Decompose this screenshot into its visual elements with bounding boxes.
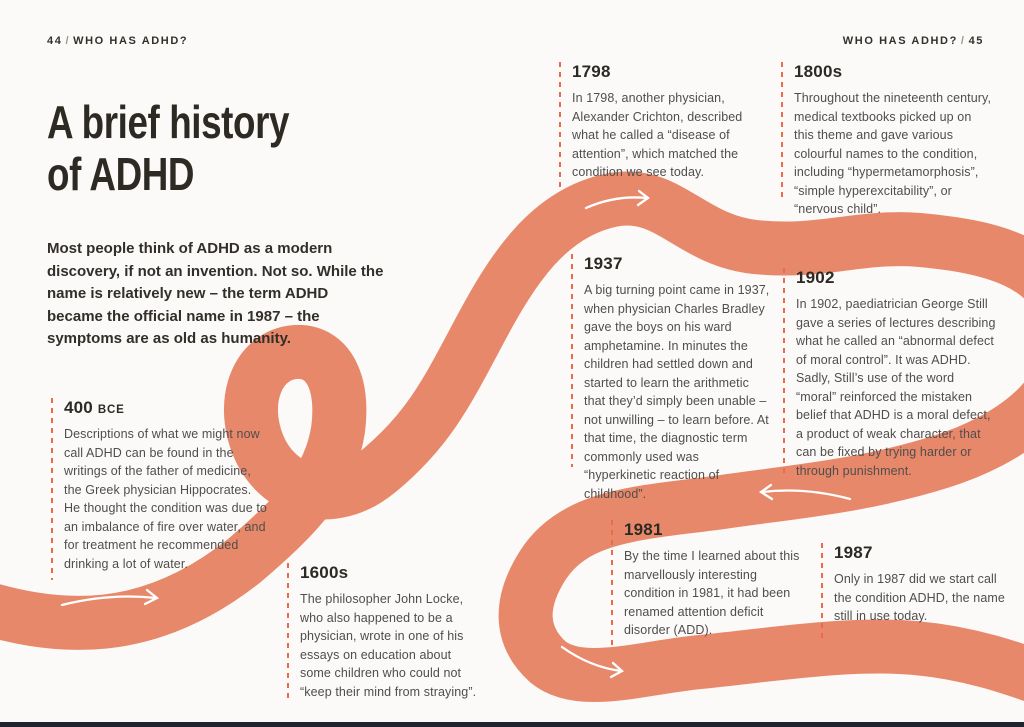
entry-date: 1798 bbox=[572, 62, 611, 81]
page-title-line2: of ADHD bbox=[47, 148, 195, 201]
dashed-connector bbox=[51, 398, 53, 580]
entry-text: Throughout the nineteenth century, medical textbooks picked up on this theme and gave various colourful names to the condition, including “hypermetamorphosis”, “simple hyperexcitability”, or “nervous child”. bbox=[794, 91, 992, 216]
timeline-entry-400bce bbox=[51, 398, 269, 580]
entry-text: By the time I learned about this marvellously interesting condition in 1981, it had been renamed attention deficit disorder (ADD). bbox=[624, 549, 800, 637]
dashed-connector bbox=[821, 543, 823, 638]
running-head-left-title: WHO HAS ADHD? bbox=[73, 35, 189, 47]
entry-date: 1800s bbox=[794, 62, 843, 81]
page-title-line1: A brief history bbox=[47, 96, 290, 148]
timeline-entry-1981 bbox=[611, 520, 806, 647]
timeline-entry-1937 bbox=[571, 254, 771, 501]
timeline-entry-1902 bbox=[783, 268, 996, 478]
entry-date: 1600s bbox=[300, 563, 349, 582]
entry-text: In 1798, another physician, Alexander Crichton, described what he called a “disease of attention”, which matched the condition we see today. bbox=[572, 91, 743, 179]
book-page-edge bbox=[0, 722, 1024, 727]
entry-date: 1902 bbox=[796, 268, 835, 287]
dashed-connector bbox=[781, 62, 783, 198]
running-head-right bbox=[843, 35, 984, 47]
dashed-connector bbox=[611, 520, 613, 647]
timeline-entry-1800s bbox=[781, 62, 993, 216]
entry-text: In 1902, paediatrician George Still gave a series of lectures describing what he called an “abnormal defect of moral control”. It was ADHD. Sadly, Still’s use of the word “moral” reinforced the mistaken belief that ADHD is a moral defect, a product of weak character, that can be fixed by trying harder or through punishment. bbox=[796, 297, 996, 478]
dashed-connector bbox=[287, 563, 289, 703]
entry-text: A big turning point came in 1937, when physician Charles Bradley gave the boys on his ward amphetamine. In minutes the children had settled down and started to learn the arithmetic that they’d simply been unable – not unwilling – to learn before. At that time, the diagnostic term commonly used was “hyperkinetic reaction of childhood”. bbox=[584, 283, 770, 501]
timeline-entry-1798 bbox=[559, 62, 771, 188]
timeline-entry-1987 bbox=[821, 543, 1011, 638]
entry-text: Only in 1987 did we start call the condition ADHD, the name still in use today. bbox=[834, 572, 1005, 623]
entry-date: 1981 bbox=[624, 520, 663, 539]
entry-date: 1987 bbox=[834, 543, 873, 562]
running-head-separator: / bbox=[65, 35, 71, 47]
page-number-left: 44 bbox=[47, 35, 63, 47]
page-title bbox=[47, 96, 367, 201]
entry-date: 400 BCE bbox=[64, 398, 125, 417]
entry-date: 1937 bbox=[584, 254, 623, 273]
dashed-connector bbox=[571, 254, 573, 467]
page-number-right: 45 bbox=[968, 35, 984, 47]
running-head-separator: / bbox=[960, 35, 966, 47]
intro-paragraph: Most people think of ADHD as a modern discovery, if not an invention. Not so. While the name is relatively new – the term ADHD became the official name in 1987 – the symptoms are as old as humanity. bbox=[47, 240, 384, 347]
dashed-connector bbox=[783, 268, 785, 478]
running-head-left bbox=[47, 35, 188, 47]
entry-date-era: BCE bbox=[97, 404, 125, 416]
entry-text: The philosopher John Locke, who also happened to be a physician, wrote in one of his essays on education about some children who could not “keep their mind from straying”. bbox=[300, 592, 477, 699]
dashed-connector bbox=[559, 62, 561, 188]
timeline-entry-1600s bbox=[287, 563, 485, 703]
entry-text: Descriptions of what we might now call ADHD can be found in the writings of the father of medicine, the Greek physician Hippocrates. He thought the condition was due to an imbalance of fire over water, and for treatment he recommended drinking a lot of water. bbox=[64, 427, 267, 571]
running-head-right-title: WHO HAS ADHD? bbox=[842, 35, 958, 47]
